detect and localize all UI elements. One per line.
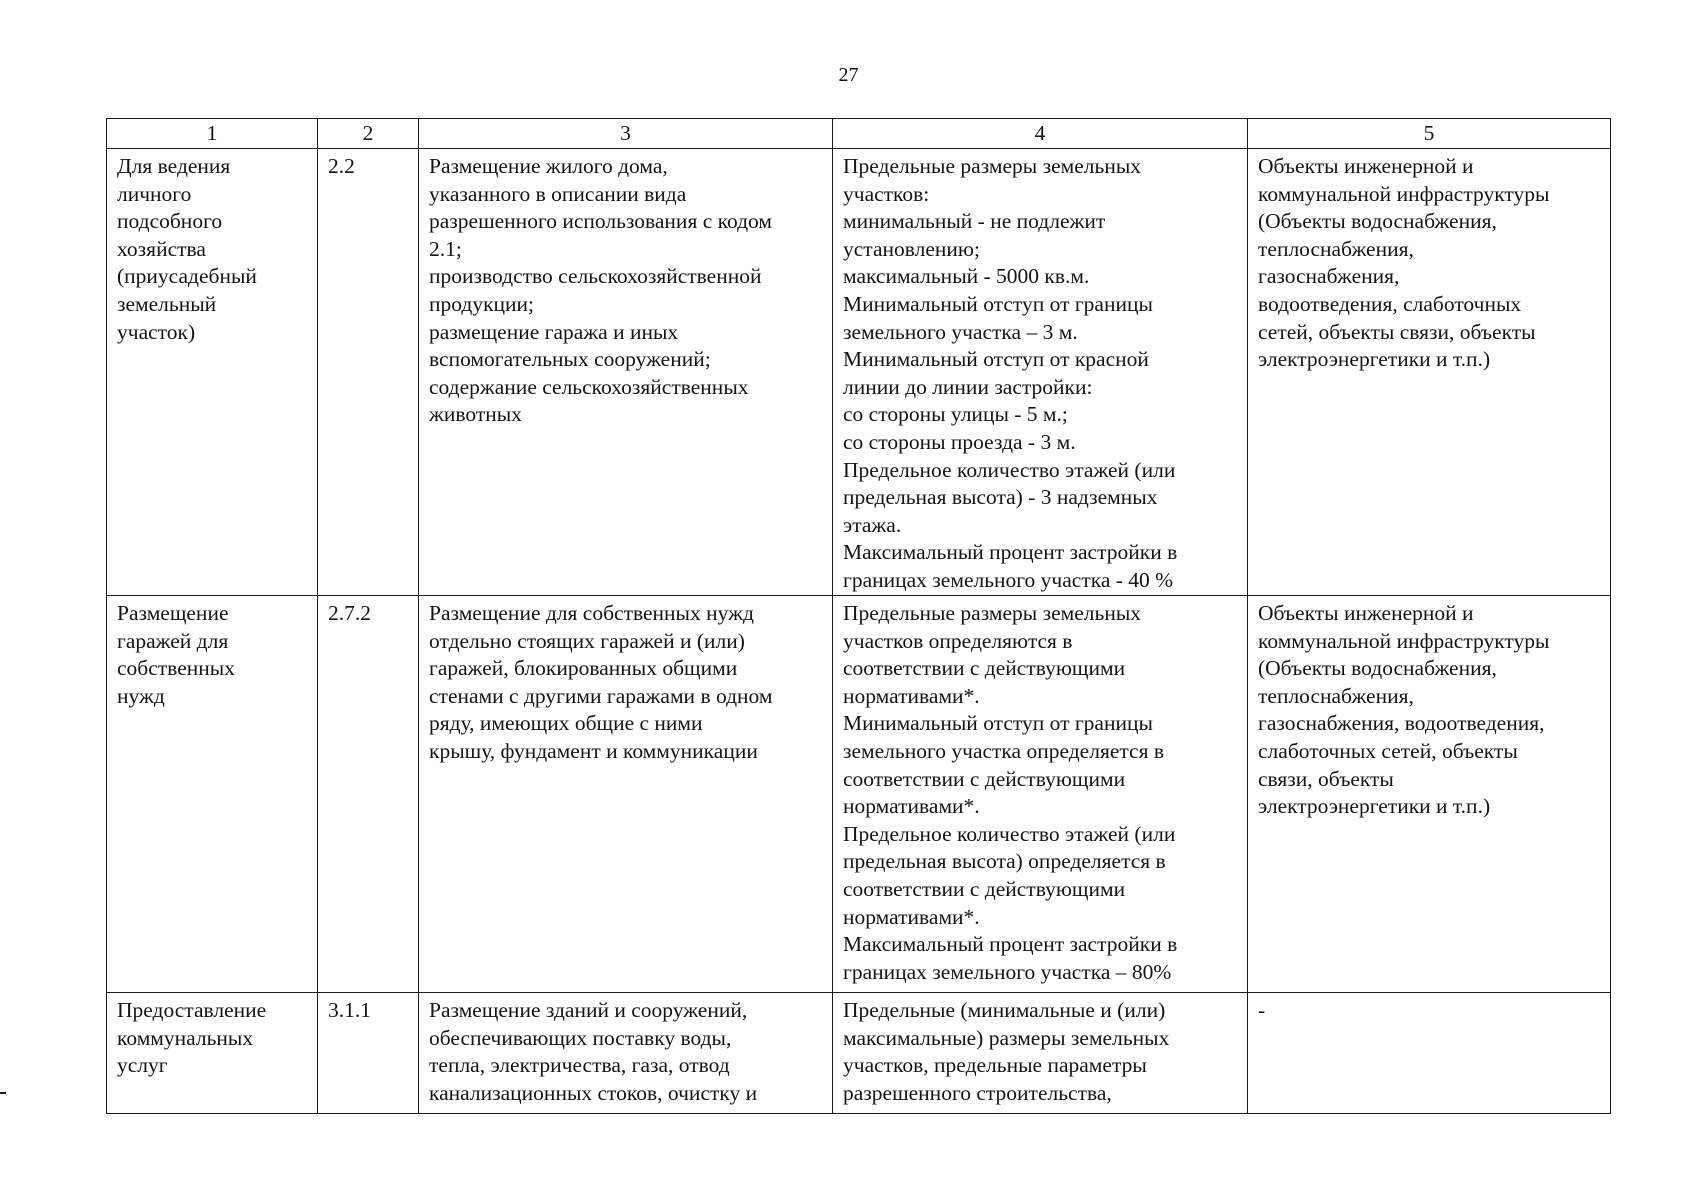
column-header-2: 2	[318, 119, 419, 149]
use-type-description: Размещение зданий и сооружений, обеспечивающих поставку воды, тепла, электричества, газа, отвод канализационных стоков, очистку и	[419, 993, 833, 1114]
table-header-row	[107, 119, 1611, 149]
use-type-description: Размещение для собственных нужд отдельно стоящих гаражей и (или) гаражей, блокированных общими стенами с другими гаражами в одном ряду, имеющих общие с ними крышу, фундамент и коммуникации	[419, 596, 833, 993]
auxiliary-uses: -	[1248, 993, 1611, 1114]
use-type-name: Для ведения личного подсобного хозяйства (приусадебный земельный участок)	[107, 149, 318, 596]
table-row	[107, 993, 1611, 1114]
column-header-1: 1	[107, 119, 318, 149]
use-type-code: 2.7.2	[318, 596, 419, 993]
column-header-5: 5	[1248, 119, 1611, 149]
table-row	[107, 596, 1611, 993]
use-type-name: Размещение гаражей для собственных нужд	[107, 596, 318, 993]
building-parameters: Предельные размеры земельных участков: минимальный - не подлежит установлению; максимальный - 5000 кв.м. Минимальный отступ от границы земельного участка – 3 м. Минимальный отступ от красной линии до линии застройки: со стороны улицы - 5 м.; со стороны проезда - 3 м. Предельное количество этажей (или предельная высота) - 3 надземных этажа. Максимальный процент застройки в границах земельного участка - 40 %	[833, 149, 1248, 596]
building-parameters: Предельные (минимальные и (или) максимальные) размеры земельных участков, предельные параметры разрешенного строительства,	[833, 993, 1248, 1114]
column-header-4: 4	[833, 119, 1248, 149]
use-type-description: Размещение жилого дома, указанного в описании вида разрешенного использования с кодом 2.1; производство сельскохозяйственной продукции; размещение гаража и иных вспомогательных сооружений; содержание сельскохозяйственных животных	[419, 149, 833, 596]
land-use-regulations-table	[106, 118, 1611, 1114]
use-type-code: 2.2	[318, 149, 419, 596]
table-row	[107, 149, 1611, 596]
page-number: 27	[838, 64, 859, 86]
auxiliary-uses: Объекты инженерной и коммунальной инфраструктуры (Объекты водоснабжения, теплоснабжения, газоснабжения, водоотведения, слаботочных сетей, объекты связи, объекты электроэнергетики и т.п.)	[1248, 596, 1611, 993]
column-header-3: 3	[419, 119, 833, 149]
use-type-code: 3.1.1	[318, 993, 419, 1114]
use-type-name: Предоставление коммунальных услуг	[107, 993, 318, 1114]
building-parameters: Предельные размеры земельных участков определяются в соответствии с действующими нормативами*. Минимальный отступ от границы земельного участка определяется в соответствии с действующими нормативами*. Предельное количество этажей (или предельная высота) определяется в соответствии с действующими нормативами*. Максимальный процент застройки в границах земельного участка – 80%	[833, 596, 1248, 993]
scan-edge-mark	[0, 1092, 6, 1094]
auxiliary-uses: Объекты инженерной и коммунальной инфраструктуры (Объекты водоснабжения, теплоснабжения, газоснабжения, водоотведения, слаботочных сетей, объекты связи, объекты электроэнергетики и т.п.)	[1248, 149, 1611, 596]
